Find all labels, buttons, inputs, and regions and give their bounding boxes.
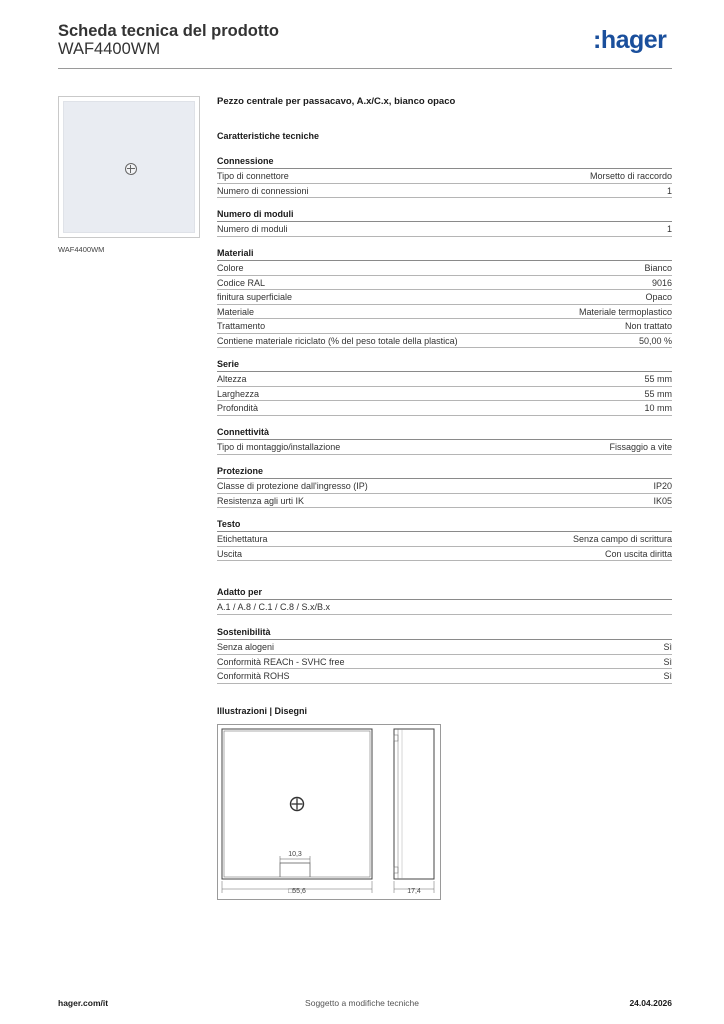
thumbnail-caption: WAF4400WM <box>58 245 105 254</box>
section-moduli: Numero di moduli <box>217 208 672 222</box>
spec-value: Fissaggio a vite <box>609 442 672 452</box>
footer-date: 24.04.2026 <box>629 998 672 1008</box>
spec-value: Sì <box>663 671 672 681</box>
spec-row <box>217 276 672 291</box>
footer-website-link[interactable]: hager.com/it <box>58 998 109 1008</box>
spec-label: Larghezza <box>217 388 260 399</box>
spec-row <box>217 169 672 184</box>
spec-value: Senza campo di scrittura <box>572 534 672 544</box>
product-thumbnail <box>58 96 200 238</box>
hager-logo: :hager <box>593 26 667 54</box>
spec-label: Etichettatura <box>217 534 268 544</box>
spec-value: Materiale termoplastico <box>578 306 672 317</box>
spec-value: IK05 <box>653 495 672 506</box>
section-testo: Testo <box>217 518 672 532</box>
spec-value: Con uscita diritta <box>604 548 672 559</box>
spec-row <box>217 440 672 455</box>
spec-label: Materiale <box>217 306 255 317</box>
spec-row <box>217 184 672 199</box>
spec-row <box>217 532 672 547</box>
spec-value: Morsetto di raccordo <box>589 171 672 181</box>
spec-row <box>217 640 672 655</box>
spec-label: finitura superficiale <box>217 292 293 302</box>
header-divider <box>58 68 672 69</box>
dim-depth-label: 17,4 <box>407 888 421 895</box>
spec-value: IP20 <box>653 481 672 491</box>
spec-value: 55 mm <box>644 388 672 399</box>
spec-value: Sì <box>663 656 672 667</box>
spec-label: Tipo di montaggio/installazione <box>217 442 341 452</box>
spec-row <box>217 387 672 402</box>
section-connessione: Connessione <box>217 155 672 169</box>
product-title: Pezzo centrale per passacavo, A.x/C.x, bianco opaco <box>217 96 456 107</box>
section-connettivita: Connettività <box>217 426 672 440</box>
spec-row <box>217 261 672 276</box>
spec-value: Sì <box>663 642 672 652</box>
spec-value: 1 <box>666 224 672 234</box>
spec-label: Resistenza agli urti IK <box>217 495 305 506</box>
product-code: WAF4400WM <box>58 40 161 58</box>
spec-label: Uscita <box>217 548 243 559</box>
spec-row <box>217 222 672 237</box>
spec-label: Classe di protezione dall'ingresso (IP) <box>217 481 368 491</box>
logo-text: hager <box>600 26 667 54</box>
characteristics-title: Caratteristiche tecniche <box>217 131 320 141</box>
spec-row <box>217 494 672 509</box>
spec-label: Altezza <box>217 374 247 384</box>
product-plate <box>63 101 195 233</box>
page-title: Scheda tecnica del prodotto <box>58 22 279 40</box>
section-sostenibilita: Sostenibilità <box>217 626 672 640</box>
spec-row <box>217 305 672 320</box>
spec-row <box>217 669 672 684</box>
footer-note: Soggetto a modifiche tecniche <box>305 998 419 1008</box>
dim-opening-label: 10,3 <box>288 851 302 858</box>
spec-label: Trattamento <box>217 321 266 331</box>
section-adatto: Adatto per <box>217 586 672 600</box>
section-serie: Serie <box>217 358 672 372</box>
spec-label: Senza alogeni <box>217 642 275 652</box>
spec-row <box>217 372 672 387</box>
spec-value: 50,00 % <box>638 335 672 346</box>
drawing-svg <box>218 725 440 899</box>
dim-width-label: □55,6 <box>288 888 306 895</box>
spec-value: 55 mm <box>644 374 672 384</box>
spec-label: Codice RAL <box>217 277 266 288</box>
technical-drawing <box>217 724 441 900</box>
spec-label: Contiene materiale riciclato (% del peso totale della plastica) <box>217 335 458 346</box>
spec-value: Bianco <box>644 263 672 273</box>
spec-row <box>217 600 672 615</box>
spec-label: Conformità ROHS <box>217 671 290 681</box>
spec-label: Numero di connessioni <box>217 185 309 196</box>
spec-row <box>217 479 672 494</box>
spec-value: 10 mm <box>644 403 672 413</box>
section-protezione: Protezione <box>217 465 672 479</box>
spec-label: Colore <box>217 263 244 273</box>
illustrations-title: Illustrazioni | Disegni <box>217 706 308 716</box>
spec-row <box>217 290 672 305</box>
spec-value: Opaco <box>645 292 672 302</box>
spec-label: Profondità <box>217 403 259 413</box>
spec-row <box>217 334 672 349</box>
spec-label: Numero di moduli <box>217 224 288 234</box>
spec-label: A.1 / A.8 / C.1 / C.8 / S.x/B.x <box>217 602 331 612</box>
spec-label: Conformità REACh - SVHC free <box>217 656 345 667</box>
spec-value: Non trattato <box>624 321 672 331</box>
spec-row <box>217 655 672 670</box>
spec-label: Tipo di connettore <box>217 171 289 181</box>
spec-row <box>217 547 672 562</box>
screw-icon <box>125 163 137 175</box>
spec-row <box>217 319 672 334</box>
spec-row <box>217 401 672 416</box>
spec-value: 1 <box>666 185 672 196</box>
spec-value: 9016 <box>651 277 672 288</box>
section-materiali: Materiali <box>217 247 672 261</box>
